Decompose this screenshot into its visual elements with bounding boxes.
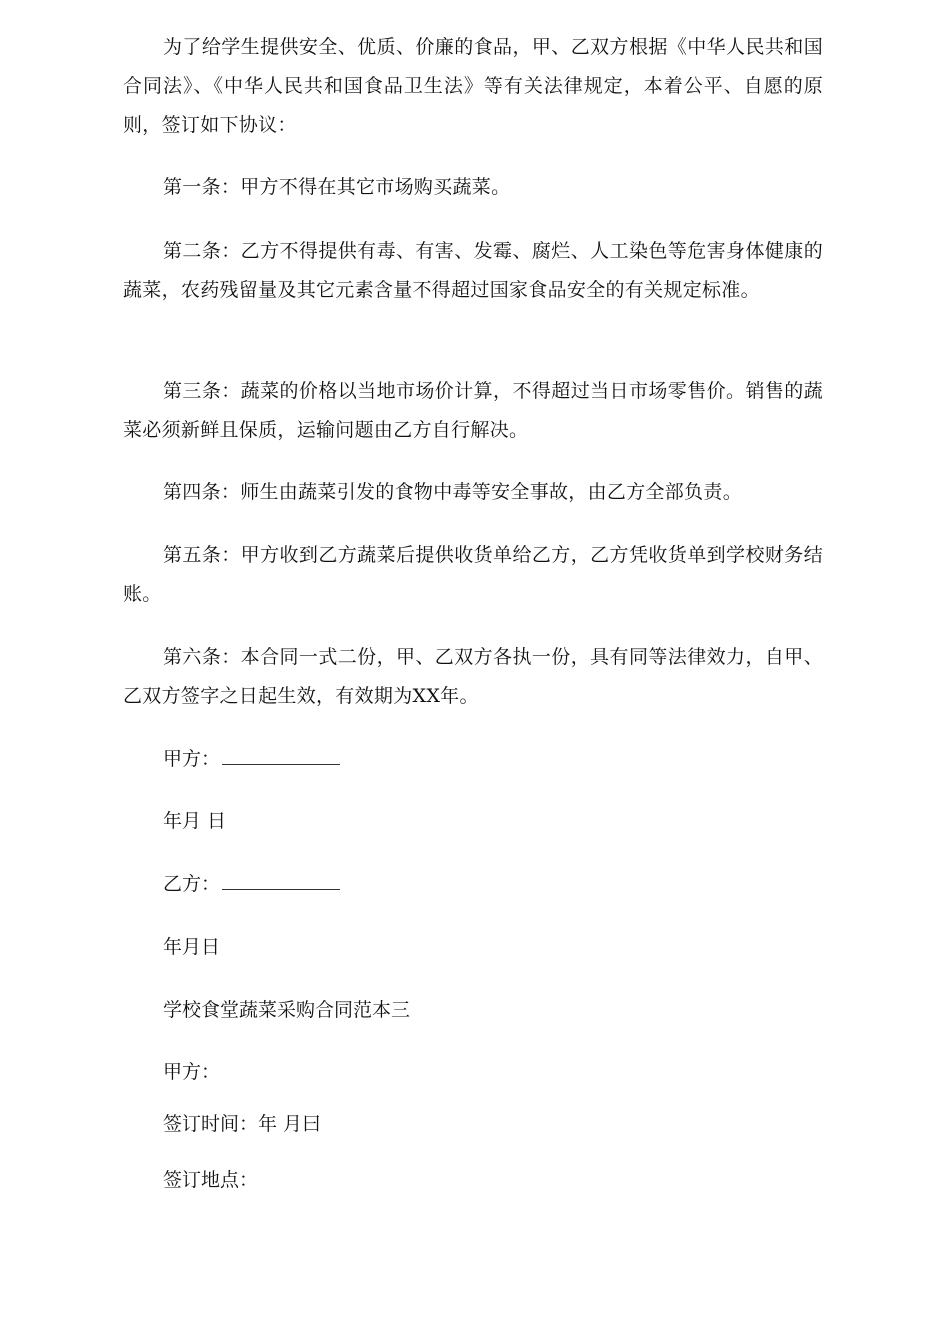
- sign-place: 签订地点：: [163, 1169, 259, 1191]
- intro-paragraph: 为了给学生提供安全、优质、价廉的食品，甲、乙双方根据《中华人民共和国合同法》、《中华人民共和国食品卫生法》等有关法律规定，本着公平、自愿的原则，签订如下协议：: [123, 36, 823, 136]
- date-b: 年月日: [163, 936, 221, 958]
- date-a: 年月 日: [163, 810, 227, 832]
- article-5: 第五条：甲方收到乙方蔬菜后提供收货单给乙方，乙方凭收货单到学校财务结账。: [123, 544, 823, 605]
- sign-time: 签订时间：年 月曰: [163, 1113, 322, 1135]
- article-2: 第二条：乙方不得提供有毒、有害、发霉、腐烂、人工染色等危害身体健康的蔬菜，农药残留量及其它元素含量不得超过国家食品安全的有关规定标准。: [123, 240, 823, 301]
- party-b-blank: [222, 871, 340, 890]
- article-6: 第六条：本合同一式二份，甲、乙双方各执一份，具有同等法律效力，自甲、乙双方签字之日起生效，有效期为XX年。: [123, 646, 823, 707]
- party-b-label: 乙方：: [163, 873, 221, 895]
- article-1: 第一条：甲方不得在其它市场购买蔬菜。: [163, 176, 511, 198]
- next-party-a: 甲方：: [163, 1061, 221, 1083]
- party-a-signature-line: [163, 744, 340, 774]
- party-a-blank: [222, 746, 340, 765]
- party-a-label: 甲方：: [163, 748, 221, 770]
- article-3: 第三条：蔬菜的价格以当地市场价计算，不得超过当日市场零售价。销售的蔬菜必须新鲜且保质，运输问题由乙方自行解决。: [123, 380, 823, 441]
- party-b-signature-line: [163, 869, 340, 899]
- next-contract-title: 学校食堂蔬菜采购合同范本三: [163, 999, 411, 1021]
- article-4: 第四条：师生由蔬菜引发的食物中毒等安全事故，由乙方全部负责。: [163, 481, 743, 503]
